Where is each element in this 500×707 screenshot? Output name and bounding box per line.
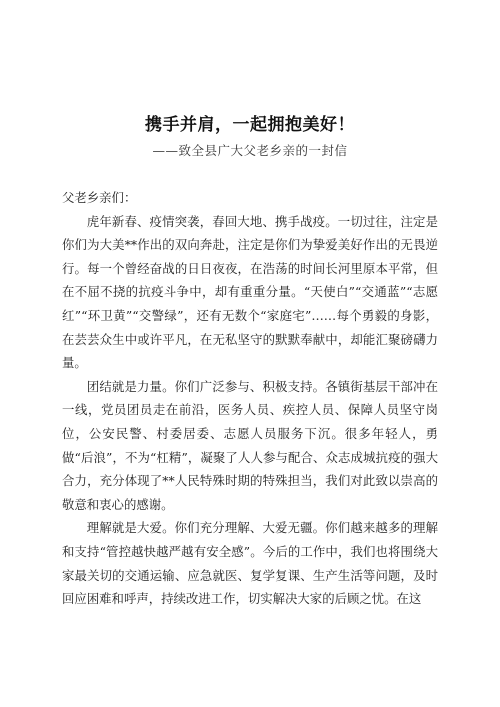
page-title: 携手并肩，一起拥抱美好！ [145, 115, 355, 135]
paragraph-3: 理解就是大爱。你们充分理解、大爱无疆。你们越来越多的理解和支持“管控越快越严越有安全感”。今后的工作中，我们也将围绕大家最关切的交通运输、应急就医、复学复课、生产生活等问题，及时回应困难和呼声，持续改进工作，切实解决大家的后顾之忧。在这 [62, 520, 438, 607]
page-subtitle: ——致全县广大父老乡亲的一封信 [152, 143, 348, 158]
paragraph-1: 虎年新春、疫情突袭，春回大地、携手战疫。一切过往，注定是你们为大美**作出的双向奔赴，注定是你们为挚爱美好作出的无畏逆行。每一个曾经奋战的日日夜夜，在浩荡的时间长河里原本平常，但在不屈不挠的抗疫斗争中，却有重重分量。“天使白”“交通蓝”“志愿红”“环卫黄”“交警绿”，还有无数个“家庭宅”……每个勇毅的身影，在芸芸众生中或许平凡，在无私坚守的默默奉献中，却能汇聚磅礴力量。 [62, 213, 438, 371]
salutation: 父老乡亲们： [62, 190, 137, 205]
letter-body [62, 186, 438, 611]
paragraph-2: 团结就是力量。你们广泛参与、积极支持。各镇街基层干部冲在一线，党员团员走在前沿，医务人员、疾控人员、保障人员坚守岗位，公安民警、村委居委、志愿人员服务下沉。很多年轻人，勇做“后浪”，不为“杠精”，凝聚了人人参与配合、众志成城抗疫的强大合力，充分体现了**人民特殊时期的特殊担当，我们对此致以崇高的敬意和衷心的感谢。 [62, 378, 438, 512]
